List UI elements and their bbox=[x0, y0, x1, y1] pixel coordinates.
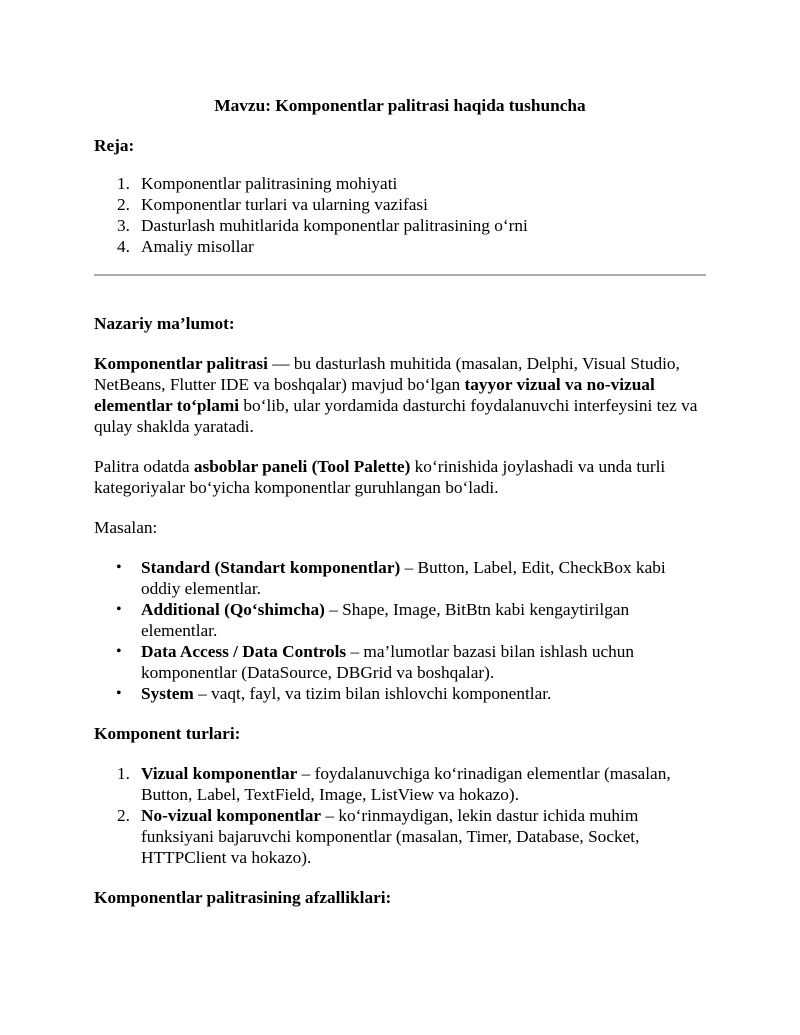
list-item bbox=[94, 763, 706, 805]
list-item bbox=[94, 641, 706, 683]
list-item bbox=[94, 236, 706, 257]
bullet-icon: • bbox=[116, 685, 122, 702]
bold-term: Komponentlar palitrasi bbox=[94, 354, 268, 373]
horizontal-divider bbox=[94, 274, 706, 276]
list-number: 1. bbox=[117, 174, 130, 193]
bold-term: System bbox=[141, 684, 194, 703]
component-types-list bbox=[94, 763, 706, 868]
bold-term: No-vizual komponentlar bbox=[141, 806, 322, 825]
advantages-heading: Komponentlar palitrasining afzalliklari: bbox=[94, 888, 392, 907]
list-number: 2. bbox=[117, 806, 130, 825]
bold-term: Additional (Qo‘shimcha) bbox=[141, 600, 325, 619]
list-item-text: – ko‘rinmaydigan, lekin dastur ichida muhim funksiyani bajaruvchi komponentlar (masalan, Timer, Database, Socket, HTTPClient va hokazo). bbox=[141, 806, 640, 867]
list-number: 2. bbox=[117, 195, 130, 214]
page-title: Mavzu: Komponentlar palitrasi haqida tushuncha bbox=[214, 96, 586, 115]
theory-paragraph-1 bbox=[94, 353, 706, 437]
bold-term: Data Access / Data Controls bbox=[141, 642, 347, 661]
example-label: Masalan: bbox=[94, 518, 158, 537]
list-item-text: – Button, Label, Edit, CheckBox kabi oddiy elementlar. bbox=[141, 558, 666, 598]
bold-term: Standard (Standart komponentlar) bbox=[141, 558, 401, 577]
paragraph-text: ko‘rinishida joylashadi va unda turli kategoriyalar bo‘yicha komponentlar guruhlangan bo‘ladi. bbox=[94, 457, 666, 497]
list-item-text: Dasturlash muhitlarida komponentlar palitrasining o‘rni bbox=[141, 216, 528, 235]
bold-term: tayyor vizual va no-vizual elementlar to‘plami bbox=[94, 375, 655, 415]
bullet-icon: • bbox=[116, 559, 122, 576]
list-item-text: Komponentlar palitrasining mohiyati bbox=[141, 174, 398, 193]
theory-heading: Nazariy ma’lumot: bbox=[94, 314, 235, 333]
plan-heading: Reja: bbox=[94, 136, 135, 155]
list-item bbox=[94, 173, 706, 194]
list-item-text: – Shape, Image, BitBtn kabi kengaytirilgan elementlar. bbox=[141, 600, 630, 640]
list-item-text: – foydalanuvchiga ko‘rinadigan elementlar (masalan, Button, Label, TextField, Image, ListView va hokazo). bbox=[141, 764, 671, 804]
list-item bbox=[94, 557, 706, 599]
list-item bbox=[94, 805, 706, 868]
paragraph-text: Palitra odatda bbox=[94, 457, 194, 476]
theory-paragraph-2 bbox=[94, 456, 706, 498]
list-item bbox=[94, 194, 706, 215]
list-number: 4. bbox=[117, 237, 130, 256]
bold-term: Vizual komponentlar bbox=[141, 764, 298, 783]
types-heading: Komponent turlari: bbox=[94, 724, 241, 743]
list-item-text: – ma’lumotlar bazasi bilan ishlash uchun komponentlar (DataSource, DBGrid va boshqalar). bbox=[141, 642, 635, 682]
list-item bbox=[94, 683, 706, 704]
palette-categories-list bbox=[94, 557, 706, 704]
list-item-text: Amaliy misollar bbox=[141, 237, 254, 256]
bold-term: asboblar paneli (Tool Palette) bbox=[193, 457, 411, 476]
list-item-text: – vaqt, fayl, va tizim bilan ishlovchi komponentlar. bbox=[193, 684, 552, 703]
paragraph-text: bo‘lib, ular yordamida dasturchi foydalanuvchi interfeysini tez va qulay shaklda yaratadi. bbox=[94, 396, 698, 436]
paragraph-text: — bu dasturlash muhitida (masalan, Delphi, Visual Studio, NetBeans, Flutter IDE va boshqalar) mavjud bo‘lgan bbox=[94, 354, 680, 394]
plan-list bbox=[94, 173, 706, 257]
list-item bbox=[94, 215, 706, 236]
list-number: 1. bbox=[117, 764, 130, 783]
list-item-text: Komponentlar turlari va ularning vazifasi bbox=[141, 195, 428, 214]
list-number: 3. bbox=[117, 216, 130, 235]
bullet-icon: • bbox=[116, 601, 122, 618]
bullet-icon: • bbox=[116, 643, 122, 660]
list-item bbox=[94, 599, 706, 641]
